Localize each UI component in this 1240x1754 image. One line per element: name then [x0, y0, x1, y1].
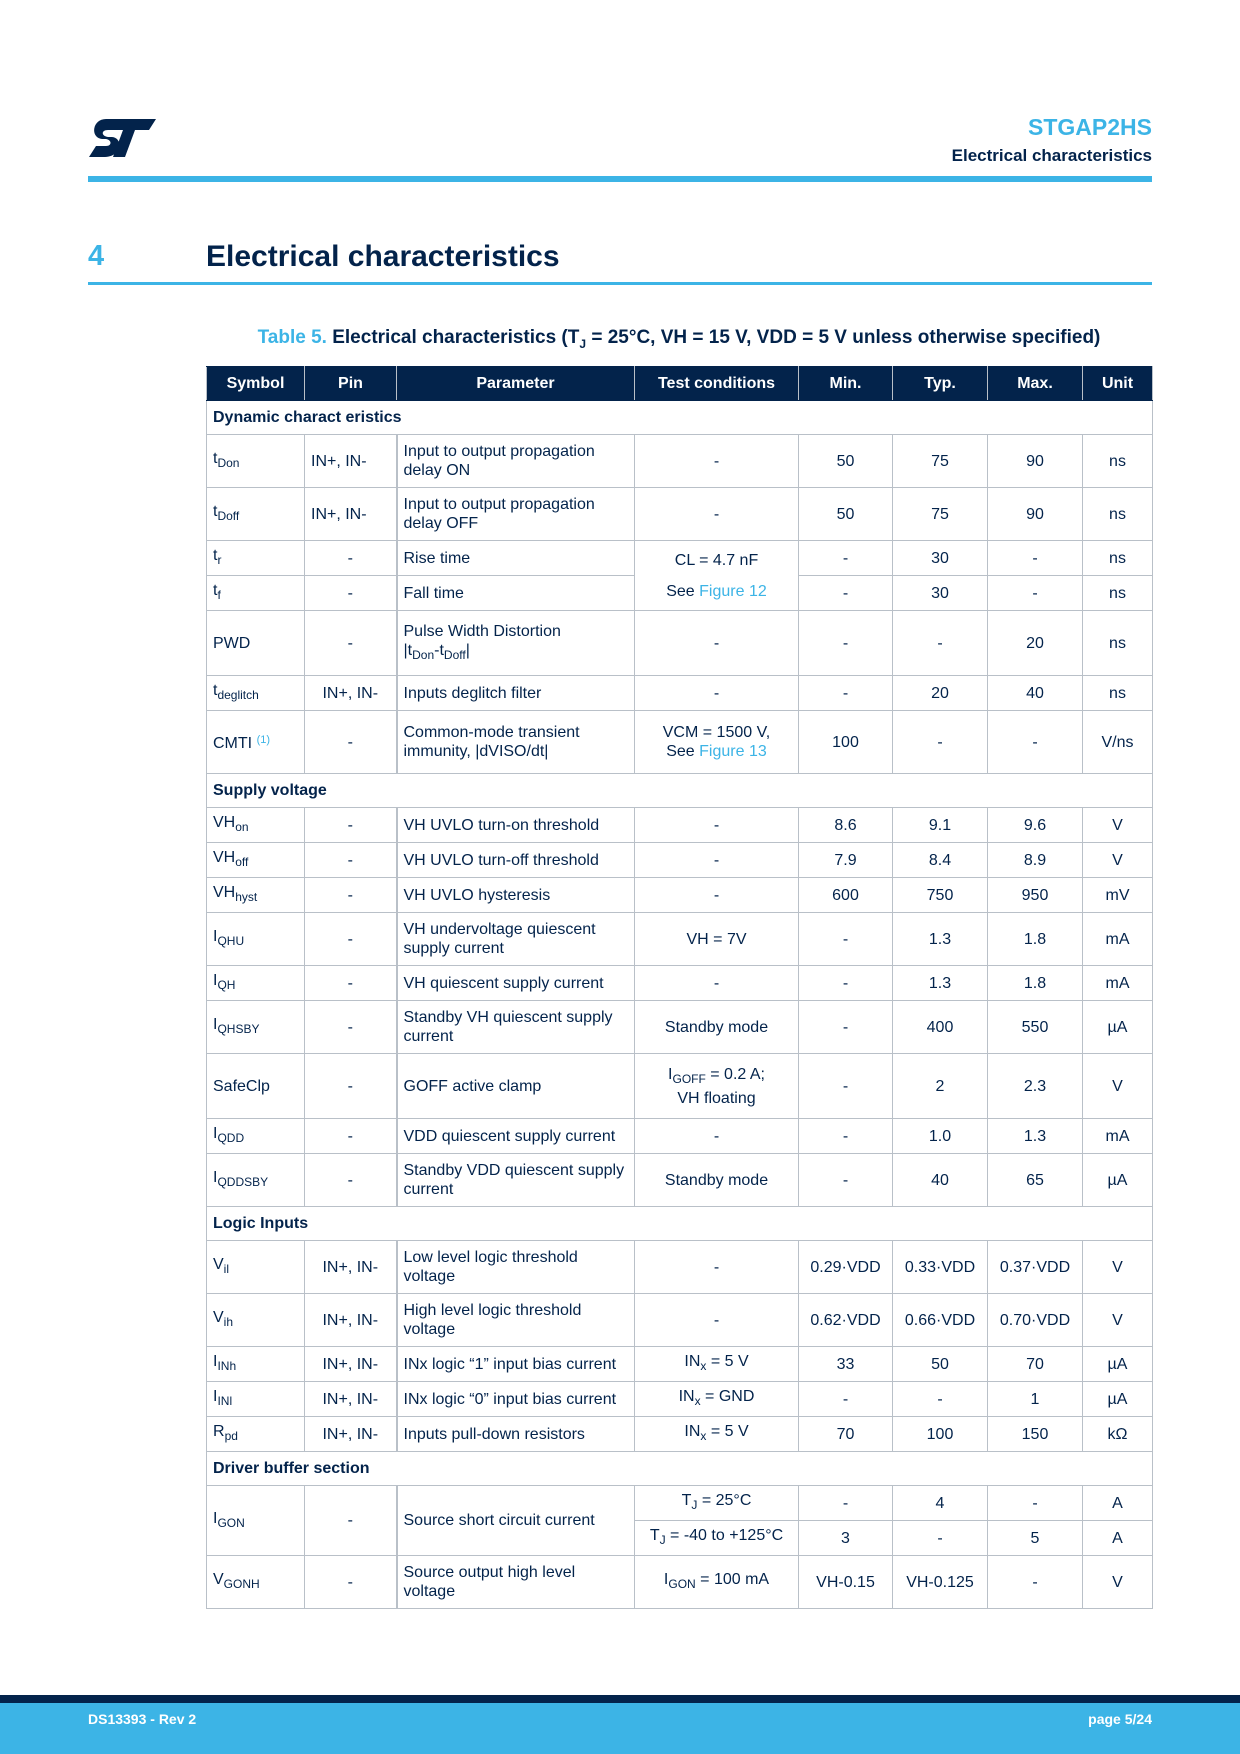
table-row: $V_{il}$ IN+, IN- Low level logic threshold voltage - 0.29·VDD 0.33·VDD 0.37·VDD V	[207, 1241, 1153, 1294]
table-caption-label[interactable]: Table 5.	[257, 327, 327, 348]
table-row: $t_{deglitch}$ IN+, IN- Inputs deglitch filter - - 20 40 ns	[207, 676, 1153, 711]
col-parameter: Parameter	[397, 367, 635, 401]
col-pin: Pin	[305, 367, 397, 401]
col-test-conditions: Test conditions	[635, 367, 799, 401]
table-row: $I_{GON}$ - Source short circuit current $T_J = 25^\circ C$ - 4 - A	[207, 1486, 1153, 1521]
st-logo	[88, 118, 158, 158]
electrical-characteristics-table	[206, 366, 1153, 1609]
table-row: $I_{INl}$ IN+, IN- INx logic “0” input bias current $IN_x$ = GND - - 1 µA	[207, 1382, 1153, 1417]
header-rule	[88, 176, 1152, 182]
table-row: $VH_{hyst}$ - VH UVLO hysteresis - 600 750 950 mV	[207, 878, 1153, 913]
figure-13-link[interactable]: Figure 13	[699, 743, 767, 760]
section-number: 4	[88, 240, 105, 272]
table-row: $I_{QHSBY}$ - Standby VH quiescent supply current Standby mode - 400 550 µA	[207, 1001, 1153, 1054]
table-row: $V_{ih}$ IN+, IN- High level logic threshold voltage - 0.62·VDD 0.66·VDD 0.70·VDD V	[207, 1294, 1153, 1347]
header-product-name: STGAP2HS	[1028, 114, 1152, 140]
table-row: $t_{Doff}$ IN+, IN- Input to output propagation delay OFF - 50 75 90 ns	[207, 488, 1153, 541]
section-row-supply: Supply voltage	[207, 774, 1153, 808]
table-row: $t_r$ - Rise time CL = 4.7 nF See Figure 12 - 30 - ns	[207, 541, 1153, 576]
table-row: $V_{GONH}$ - Source output high level voltage $I_{GON} = 100$ mA VH-0.15 VH-0.125 - V	[207, 1556, 1153, 1609]
table-row: SafeClp - GOFF active clamp $I_{GOFF} = 0.2$ A; VH floating - 2 2.3 V	[207, 1054, 1153, 1119]
table-row: $I_{INh}$ IN+, IN- INx logic “1” input bias current $IN_x = 5$ V 33 50 70 µA	[207, 1347, 1153, 1382]
table-row: CMTI $^{(1)}$ - Common-mode transient immunity, |dVISO/dt| VCM = 1500 V, See Figure 13 100 - - V/ns	[207, 711, 1153, 774]
section-row-logic: Logic Inputs	[207, 1207, 1153, 1241]
col-typ: Typ.	[893, 367, 988, 401]
footer-rule	[0, 1695, 1240, 1703]
table-row: $VH_{off}$ - VH UVLO turn-off threshold - 7.9 8.4 8.9 V	[207, 843, 1153, 878]
col-unit: Unit	[1083, 367, 1153, 401]
table-header-row	[207, 367, 1153, 401]
header-section-name: Electrical characteristics	[951, 146, 1152, 165]
footer-page-number: page 5/24	[1088, 1711, 1152, 1727]
table-row: $I_{QH}$ - VH quiescent supply current - - 1.3 1.8 mA	[207, 966, 1153, 1001]
table-row: $R_{pd}$ IN+, IN- Inputs pull-down resistors $IN_x = 5$ V 70 100 150 kΩ	[207, 1417, 1153, 1452]
section-row-driver: Driver buffer section	[207, 1452, 1153, 1486]
col-max: Max.	[988, 367, 1083, 401]
table-row: $I_{QHU}$ - VH undervoltage quiescent supply current VH = 7V - 1.3 1.8 mA	[207, 913, 1153, 966]
table-caption: Table 5. Electrical characteristics ($T_J = 25^\circ C$, VH = 15 V, VDD = 5 V unless otherwise specified)	[257, 327, 1101, 351]
footer-doc-id: DS13393 - Rev 2	[88, 1711, 197, 1727]
section-rule	[88, 282, 1152, 285]
col-min: Min.	[799, 367, 893, 401]
footnote-1-link[interactable]: (1)	[256, 734, 271, 746]
table-row: $t_f$ - Fall time - 30 - ns	[207, 576, 1153, 611]
table-row: $I_{QDDSBY}$ - Standby VDD quiescent supply current Standby mode - 40 65 µA	[207, 1154, 1153, 1207]
figure-12-link[interactable]: Figure 12	[699, 582, 767, 600]
section-row-dynamic: Dynamic charact eristics	[207, 401, 1153, 435]
section-title: Electrical characteristics	[206, 240, 560, 273]
table-row: $t_{Don}$ IN+, IN- Input to output propagation delay ON - 50 75 90 ns	[207, 435, 1153, 488]
table-row: $VH_{on}$ - VH UVLO turn-on threshold - 8.6 9.1 9.6 V	[207, 808, 1153, 843]
table-row: $I_{QDD}$ - VDD quiescent supply current - - 1.0 1.3 mA	[207, 1119, 1153, 1154]
table-row: PWD - Pulse Width Distortion $|t_{Don}-t_{Doff}|$ - - - 20 ns	[207, 611, 1153, 676]
table-row: $T_J = -40$ to +125°C 3 - 5 A	[207, 1521, 1153, 1556]
col-symbol: Symbol	[207, 367, 305, 401]
